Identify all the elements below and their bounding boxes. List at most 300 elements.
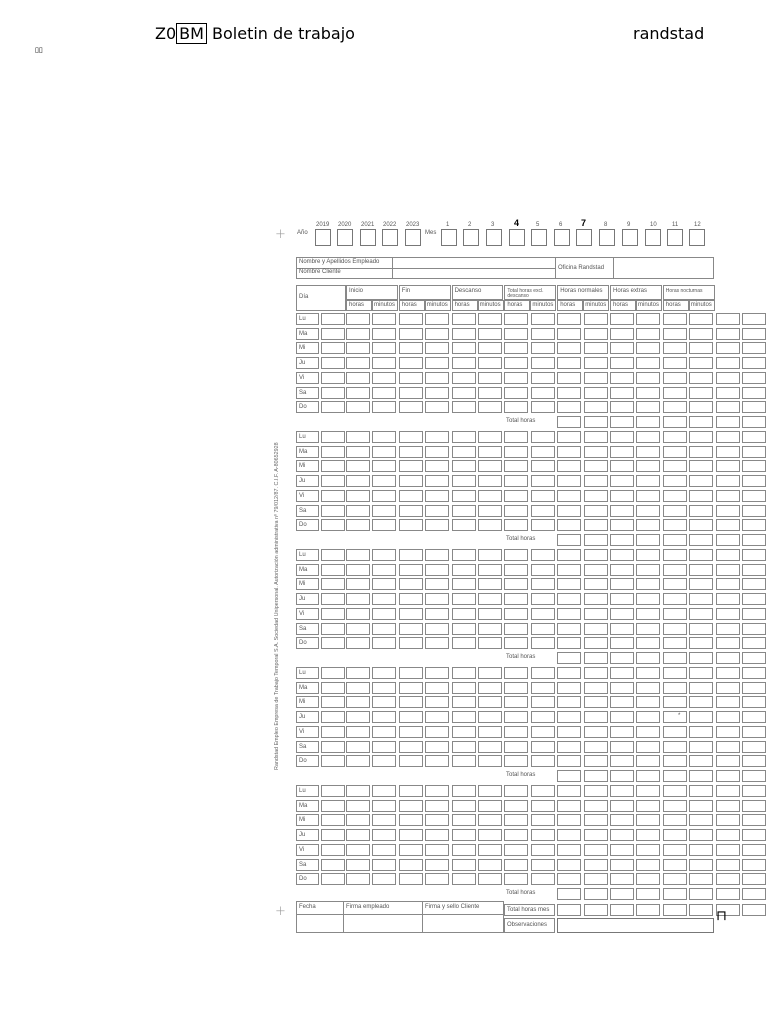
time-entry-cell[interactable] — [531, 667, 555, 679]
time-entry-cell[interactable] — [531, 564, 555, 576]
day-label-cell[interactable]: Lu — [296, 667, 319, 679]
day-extra-cell[interactable] — [321, 755, 345, 767]
total-horas-mes-label[interactable]: Total horas mes — [504, 904, 555, 916]
time-entry-cell[interactable] — [346, 357, 370, 369]
time-entry-cell[interactable] — [610, 682, 634, 694]
time-entry-cell[interactable] — [584, 313, 608, 325]
time-entry-cell[interactable] — [663, 475, 687, 487]
time-entry-cell[interactable] — [504, 829, 528, 841]
time-entry-cell[interactable] — [346, 475, 370, 487]
time-entry-cell[interactable] — [742, 401, 766, 413]
time-entry-cell[interactable] — [557, 608, 581, 620]
observaciones-field[interactable] — [557, 918, 714, 933]
time-entry-cell[interactable] — [452, 800, 476, 812]
time-entry-cell[interactable] — [531, 387, 555, 399]
total-hours-cell[interactable] — [663, 416, 687, 428]
day-extra-cell[interactable] — [321, 564, 345, 576]
time-entry-cell[interactable] — [636, 401, 660, 413]
time-entry-cell[interactable] — [610, 800, 634, 812]
time-entry-cell[interactable] — [716, 549, 740, 561]
time-entry-cell[interactable] — [452, 387, 476, 399]
time-entry-cell[interactable] — [557, 814, 581, 826]
time-entry-cell[interactable] — [478, 623, 502, 635]
day-label-cell[interactable]: Ju — [296, 593, 319, 605]
time-entry-cell[interactable] — [610, 785, 634, 797]
time-entry-cell[interactable] — [716, 829, 740, 841]
day-extra-cell[interactable] — [321, 667, 345, 679]
time-entry-cell[interactable] — [478, 578, 502, 590]
time-entry-cell[interactable] — [716, 667, 740, 679]
time-entry-cell[interactable] — [742, 328, 766, 340]
time-entry-cell[interactable] — [372, 519, 396, 531]
month-checkbox[interactable] — [531, 229, 547, 246]
day-extra-cell[interactable] — [321, 726, 345, 738]
day-label-cell[interactable]: Vi — [296, 490, 319, 502]
time-entry-cell[interactable] — [425, 637, 449, 649]
time-entry-cell[interactable] — [478, 549, 502, 561]
time-entry-cell[interactable] — [636, 800, 660, 812]
total-hours-cell[interactable] — [716, 416, 740, 428]
time-entry-cell[interactable] — [584, 401, 608, 413]
time-entry-cell[interactable] — [742, 711, 766, 723]
day-label-cell[interactable]: Mi — [296, 578, 319, 590]
time-entry-cell[interactable] — [478, 785, 502, 797]
monthly-total-cell[interactable] — [636, 904, 660, 916]
day-label-cell[interactable]: Ma — [296, 682, 319, 694]
time-entry-cell[interactable] — [584, 490, 608, 502]
time-entry-cell[interactable] — [346, 785, 370, 797]
time-entry-cell[interactable] — [663, 519, 687, 531]
time-entry-cell[interactable] — [425, 460, 449, 472]
time-entry-cell[interactable] — [663, 696, 687, 708]
day-extra-cell[interactable] — [321, 431, 345, 443]
time-entry-cell[interactable] — [716, 475, 740, 487]
time-entry-cell[interactable] — [689, 313, 713, 325]
time-entry-cell[interactable] — [689, 800, 713, 812]
total-hours-cell[interactable] — [610, 888, 634, 900]
total-hours-cell[interactable] — [716, 770, 740, 782]
time-entry-cell[interactable] — [452, 711, 476, 723]
time-entry-cell[interactable] — [372, 667, 396, 679]
time-entry-cell[interactable] — [504, 505, 528, 517]
time-entry-cell[interactable] — [504, 387, 528, 399]
time-entry-cell[interactable] — [716, 593, 740, 605]
time-entry-cell[interactable] — [399, 446, 423, 458]
time-entry-cell[interactable] — [399, 372, 423, 384]
total-horas-label[interactable]: Total horas — [506, 535, 536, 542]
time-entry-cell[interactable] — [478, 328, 502, 340]
time-entry-cell[interactable] — [663, 431, 687, 443]
total-hours-cell[interactable] — [716, 652, 740, 664]
time-entry-cell[interactable] — [399, 328, 423, 340]
time-entry-cell[interactable] — [504, 564, 528, 576]
time-entry-cell[interactable] — [689, 711, 713, 723]
time-entry-cell[interactable] — [346, 549, 370, 561]
time-entry-cell[interactable] — [531, 460, 555, 472]
time-entry-cell[interactable] — [346, 844, 370, 856]
time-entry-cell[interactable] — [663, 446, 687, 458]
time-entry-cell[interactable] — [716, 844, 740, 856]
time-entry-cell[interactable] — [636, 829, 660, 841]
time-entry-cell[interactable] — [636, 682, 660, 694]
time-entry-cell[interactable] — [742, 844, 766, 856]
column-group-header[interactable]: Horas extras — [610, 285, 662, 300]
total-hours-cell[interactable] — [689, 534, 713, 546]
time-entry-cell[interactable] — [557, 549, 581, 561]
time-entry-cell[interactable] — [716, 873, 740, 885]
time-entry-cell[interactable] — [504, 755, 528, 767]
time-entry-cell[interactable] — [346, 387, 370, 399]
time-entry-cell[interactable] — [584, 637, 608, 649]
time-entry-cell[interactable] — [663, 490, 687, 502]
time-entry-cell[interactable] — [610, 475, 634, 487]
time-entry-cell[interactable] — [742, 800, 766, 812]
time-entry-cell[interactable] — [478, 342, 502, 354]
time-entry-cell[interactable] — [372, 637, 396, 649]
time-entry-cell[interactable] — [610, 593, 634, 605]
time-entry-cell[interactable] — [531, 608, 555, 620]
time-entry-cell[interactable] — [610, 357, 634, 369]
time-entry-cell[interactable] — [716, 505, 740, 517]
total-hours-cell[interactable] — [742, 416, 766, 428]
time-entry-cell[interactable] — [610, 696, 634, 708]
day-extra-cell[interactable] — [321, 696, 345, 708]
time-entry-cell[interactable] — [504, 859, 528, 871]
day-extra-cell[interactable] — [321, 519, 345, 531]
time-entry-cell[interactable] — [557, 726, 581, 738]
time-entry-cell[interactable] — [557, 328, 581, 340]
total-hours-cell[interactable] — [663, 888, 687, 900]
time-entry-cell[interactable] — [716, 785, 740, 797]
time-entry-cell[interactable] — [610, 667, 634, 679]
subheader-minutes[interactable]: minutos — [372, 300, 398, 311]
total-hours-cell[interactable] — [689, 652, 713, 664]
time-entry-cell[interactable] — [663, 549, 687, 561]
total-hours-cell[interactable] — [663, 652, 687, 664]
time-entry-cell[interactable] — [663, 711, 687, 723]
day-label-cell[interactable]: Lu — [296, 313, 319, 325]
total-hours-cell[interactable] — [689, 416, 713, 428]
time-entry-cell[interactable] — [584, 785, 608, 797]
day-label-cell[interactable]: Mi — [296, 696, 319, 708]
time-entry-cell[interactable] — [689, 682, 713, 694]
day-extra-cell[interactable] — [321, 505, 345, 517]
time-entry-cell[interactable] — [636, 711, 660, 723]
time-entry-cell[interactable] — [742, 342, 766, 354]
time-entry-cell[interactable] — [663, 859, 687, 871]
day-label-cell[interactable]: Lu — [296, 431, 319, 443]
subheader-hours[interactable]: horas — [610, 300, 636, 311]
time-entry-cell[interactable] — [531, 726, 555, 738]
time-entry-cell[interactable] — [584, 859, 608, 871]
time-entry-cell[interactable] — [557, 859, 581, 871]
total-hours-cell[interactable] — [636, 534, 660, 546]
time-entry-cell[interactable] — [557, 623, 581, 635]
time-entry-cell[interactable] — [689, 814, 713, 826]
time-entry-cell[interactable] — [584, 460, 608, 472]
office-field[interactable] — [614, 258, 713, 278]
time-entry-cell[interactable] — [346, 593, 370, 605]
time-entry-cell[interactable] — [742, 431, 766, 443]
time-entry-cell[interactable] — [452, 637, 476, 649]
day-label-cell[interactable]: Vi — [296, 608, 319, 620]
month-checkbox[interactable] — [486, 229, 502, 246]
time-entry-cell[interactable] — [478, 357, 502, 369]
time-entry-cell[interactable] — [557, 844, 581, 856]
time-entry-cell[interactable] — [399, 859, 423, 871]
time-entry-cell[interactable] — [663, 357, 687, 369]
time-entry-cell[interactable] — [372, 357, 396, 369]
day-label-cell[interactable]: Sa — [296, 741, 319, 753]
time-entry-cell[interactable] — [610, 814, 634, 826]
time-entry-cell[interactable] — [636, 490, 660, 502]
time-entry-cell[interactable] — [742, 505, 766, 517]
total-hours-cell[interactable] — [689, 888, 713, 900]
day-extra-cell[interactable] — [321, 873, 345, 885]
time-entry-cell[interactable] — [425, 682, 449, 694]
time-entry-cell[interactable] — [584, 549, 608, 561]
time-entry-cell[interactable] — [557, 431, 581, 443]
day-label-cell[interactable]: Do — [296, 401, 319, 413]
time-entry-cell[interactable] — [742, 578, 766, 590]
time-entry-cell[interactable] — [610, 387, 634, 399]
time-entry-cell[interactable] — [584, 623, 608, 635]
time-entry-cell[interactable] — [452, 578, 476, 590]
time-entry-cell[interactable] — [399, 519, 423, 531]
time-entry-cell[interactable] — [531, 372, 555, 384]
time-entry-cell[interactable] — [452, 475, 476, 487]
time-entry-cell[interactable] — [610, 519, 634, 531]
time-entry-cell[interactable] — [452, 829, 476, 841]
year-checkbox[interactable] — [405, 229, 421, 246]
time-entry-cell[interactable] — [504, 519, 528, 531]
time-entry-cell[interactable] — [425, 844, 449, 856]
time-entry-cell[interactable] — [716, 519, 740, 531]
time-entry-cell[interactable] — [452, 667, 476, 679]
time-entry-cell[interactable] — [399, 608, 423, 620]
time-entry-cell[interactable] — [399, 844, 423, 856]
time-entry-cell[interactable] — [636, 564, 660, 576]
time-entry-cell[interactable] — [716, 578, 740, 590]
time-entry-cell[interactable] — [399, 682, 423, 694]
time-entry-cell[interactable] — [399, 342, 423, 354]
time-entry-cell[interactable] — [716, 357, 740, 369]
subheader-hours[interactable]: horas — [663, 300, 689, 311]
time-entry-cell[interactable] — [372, 711, 396, 723]
time-entry-cell[interactable] — [663, 844, 687, 856]
time-entry-cell[interactable] — [399, 313, 423, 325]
time-entry-cell[interactable] — [478, 387, 502, 399]
time-entry-cell[interactable] — [610, 401, 634, 413]
subheader-hours[interactable]: horas — [504, 300, 530, 311]
day-extra-cell[interactable] — [321, 859, 345, 871]
time-entry-cell[interactable] — [372, 785, 396, 797]
time-entry-cell[interactable] — [531, 741, 555, 753]
time-entry-cell[interactable] — [372, 505, 396, 517]
time-entry-cell[interactable] — [689, 519, 713, 531]
time-entry-cell[interactable] — [636, 593, 660, 605]
time-entry-cell[interactable] — [742, 637, 766, 649]
time-entry-cell[interactable] — [742, 446, 766, 458]
time-entry-cell[interactable] — [425, 814, 449, 826]
time-entry-cell[interactable] — [425, 873, 449, 885]
time-entry-cell[interactable] — [372, 431, 396, 443]
day-label-cell[interactable]: Do — [296, 519, 319, 531]
time-entry-cell[interactable] — [399, 564, 423, 576]
time-entry-cell[interactable] — [478, 844, 502, 856]
day-label-cell[interactable]: Vi — [296, 844, 319, 856]
day-label-cell[interactable]: Do — [296, 637, 319, 649]
time-entry-cell[interactable] — [452, 844, 476, 856]
time-entry-cell[interactable] — [557, 667, 581, 679]
time-entry-cell[interactable] — [663, 785, 687, 797]
time-entry-cell[interactable] — [636, 741, 660, 753]
time-entry-cell[interactable] — [742, 726, 766, 738]
time-entry-cell[interactable] — [610, 446, 634, 458]
time-entry-cell[interactable] — [531, 844, 555, 856]
time-entry-cell[interactable] — [557, 313, 581, 325]
time-entry-cell[interactable] — [504, 313, 528, 325]
time-entry-cell[interactable] — [425, 578, 449, 590]
day-label-cell[interactable]: Ma — [296, 446, 319, 458]
subheader-hours[interactable]: horas — [399, 300, 425, 311]
day-label-cell[interactable]: Ma — [296, 328, 319, 340]
time-entry-cell[interactable] — [663, 682, 687, 694]
time-entry-cell[interactable] — [478, 564, 502, 576]
time-entry-cell[interactable] — [372, 829, 396, 841]
time-entry-cell[interactable] — [531, 696, 555, 708]
time-entry-cell[interactable] — [425, 505, 449, 517]
subheader-minutes[interactable]: minutos — [530, 300, 556, 311]
time-entry-cell[interactable] — [689, 328, 713, 340]
time-entry-cell[interactable] — [584, 726, 608, 738]
time-entry-cell[interactable] — [663, 623, 687, 635]
day-extra-cell[interactable] — [321, 814, 345, 826]
month-checkbox[interactable] — [509, 229, 525, 246]
time-entry-cell[interactable] — [531, 814, 555, 826]
day-label-cell[interactable]: Mi — [296, 814, 319, 826]
time-entry-cell[interactable] — [742, 873, 766, 885]
time-entry-cell[interactable] — [425, 800, 449, 812]
time-entry-cell[interactable] — [372, 387, 396, 399]
day-column-header[interactable]: Día — [296, 285, 346, 311]
day-label-cell[interactable]: Ju — [296, 711, 319, 723]
time-entry-cell[interactable] — [425, 785, 449, 797]
time-entry-cell[interactable] — [610, 549, 634, 561]
day-extra-cell[interactable] — [321, 460, 345, 472]
time-entry-cell[interactable] — [584, 328, 608, 340]
time-entry-cell[interactable] — [452, 593, 476, 605]
time-entry-cell[interactable] — [452, 446, 476, 458]
time-entry-cell[interactable] — [399, 726, 423, 738]
day-extra-cell[interactable] — [321, 682, 345, 694]
time-entry-cell[interactable] — [716, 726, 740, 738]
time-entry-cell[interactable] — [584, 696, 608, 708]
time-entry-cell[interactable] — [689, 741, 713, 753]
day-extra-cell[interactable] — [321, 711, 345, 723]
time-entry-cell[interactable] — [372, 696, 396, 708]
time-entry-cell[interactable] — [557, 475, 581, 487]
time-entry-cell[interactable] — [584, 873, 608, 885]
time-entry-cell[interactable] — [636, 342, 660, 354]
time-entry-cell[interactable] — [636, 637, 660, 649]
time-entry-cell[interactable] — [452, 313, 476, 325]
year-checkbox[interactable] — [337, 229, 353, 246]
time-entry-cell[interactable] — [478, 637, 502, 649]
monthly-total-cell[interactable] — [584, 904, 608, 916]
time-entry-cell[interactable] — [584, 357, 608, 369]
time-entry-cell[interactable] — [742, 741, 766, 753]
time-entry-cell[interactable] — [425, 313, 449, 325]
time-entry-cell[interactable] — [610, 342, 634, 354]
time-entry-cell[interactable] — [478, 401, 502, 413]
time-entry-cell[interactable] — [584, 387, 608, 399]
time-entry-cell[interactable] — [452, 342, 476, 354]
time-entry-cell[interactable] — [425, 741, 449, 753]
time-entry-cell[interactable] — [425, 667, 449, 679]
time-entry-cell[interactable] — [425, 711, 449, 723]
time-entry-cell[interactable] — [425, 755, 449, 767]
time-entry-cell[interactable] — [742, 696, 766, 708]
total-hours-cell[interactable] — [636, 888, 660, 900]
time-entry-cell[interactable] — [504, 726, 528, 738]
time-entry-cell[interactable] — [663, 313, 687, 325]
time-entry-cell[interactable] — [610, 313, 634, 325]
time-entry-cell[interactable] — [716, 328, 740, 340]
time-entry-cell[interactable] — [531, 490, 555, 502]
time-entry-cell[interactable] — [584, 342, 608, 354]
time-entry-cell[interactable] — [742, 667, 766, 679]
time-entry-cell[interactable] — [452, 755, 476, 767]
time-entry-cell[interactable] — [531, 357, 555, 369]
time-entry-cell[interactable] — [636, 475, 660, 487]
time-entry-cell[interactable] — [372, 623, 396, 635]
day-extra-cell[interactable] — [321, 372, 345, 384]
time-entry-cell[interactable] — [425, 519, 449, 531]
time-entry-cell[interactable] — [716, 342, 740, 354]
time-entry-cell[interactable] — [531, 475, 555, 487]
time-entry-cell[interactable] — [452, 490, 476, 502]
time-entry-cell[interactable] — [372, 814, 396, 826]
total-hours-cell[interactable] — [557, 652, 581, 664]
time-entry-cell[interactable] — [742, 829, 766, 841]
monthly-total-cell[interactable] — [663, 904, 687, 916]
total-hours-cell[interactable] — [610, 416, 634, 428]
time-entry-cell[interactable] — [689, 490, 713, 502]
time-entry-cell[interactable] — [372, 578, 396, 590]
time-entry-cell[interactable] — [452, 696, 476, 708]
client-name-field[interactable] — [393, 269, 555, 278]
time-entry-cell[interactable] — [716, 696, 740, 708]
time-entry-cell[interactable] — [584, 564, 608, 576]
time-entry-cell[interactable] — [504, 578, 528, 590]
time-entry-cell[interactable] — [557, 342, 581, 354]
time-entry-cell[interactable] — [346, 800, 370, 812]
column-group-header[interactable]: Total horas excl. descanso — [504, 285, 556, 300]
time-entry-cell[interactable] — [346, 505, 370, 517]
time-entry-cell[interactable] — [425, 475, 449, 487]
total-hours-cell[interactable] — [610, 534, 634, 546]
total-hours-cell[interactable] — [742, 534, 766, 546]
time-entry-cell[interactable] — [742, 814, 766, 826]
time-entry-cell[interactable] — [372, 726, 396, 738]
subheader-minutes[interactable]: minutos — [636, 300, 662, 311]
time-entry-cell[interactable] — [346, 623, 370, 635]
month-checkbox[interactable] — [463, 229, 479, 246]
day-extra-cell[interactable] — [321, 608, 345, 620]
month-checkbox[interactable] — [689, 229, 705, 246]
time-entry-cell[interactable] — [584, 475, 608, 487]
